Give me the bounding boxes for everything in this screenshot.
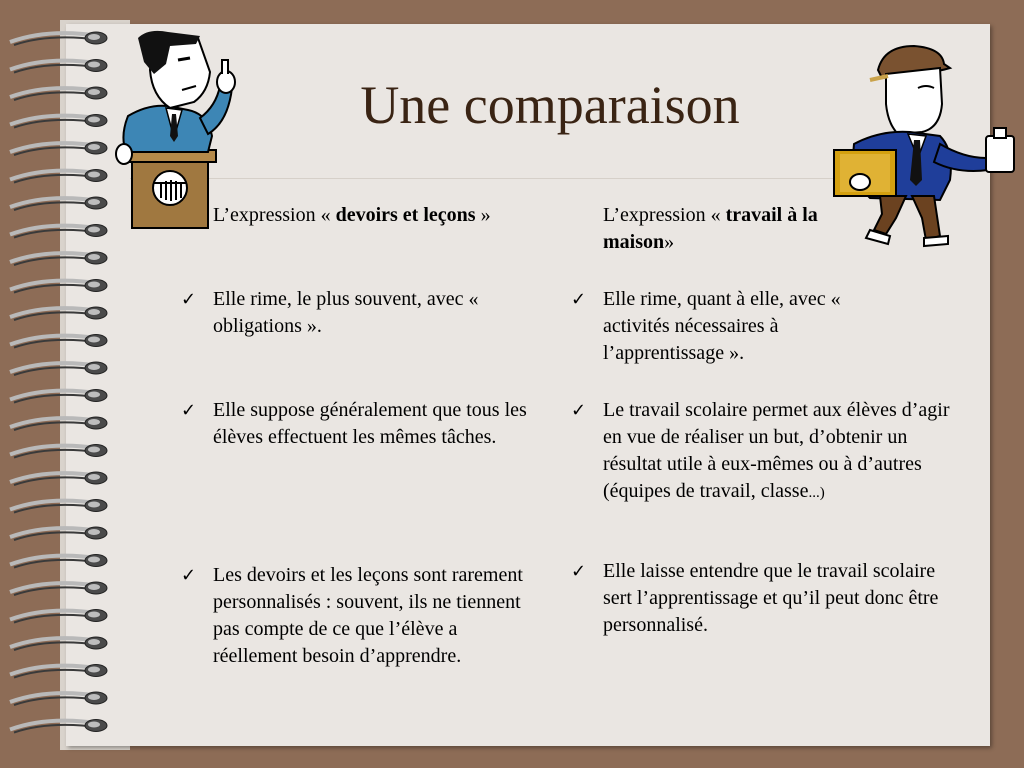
list-item: ✓ Elle rime, le plus souvent, avec « obligations ». [181,288,479,337]
right-heading-term: travail à la maison [603,204,818,253]
page-title: Une comparaison [360,75,740,135]
left-column [181,202,543,667]
checkmark-icon: ✓ [571,400,587,421]
checkmark-icon: ✓ [181,289,197,310]
speaker-at-podium-icon [108,26,243,231]
title-divider [130,178,950,179]
list-item: ✓ Le travail scolaire permet aux élèves d’agir en vue de réaliser un but, d’obtenir un résultat utile à eux-mêmes ou à d’autres (équipes de travail, classe...) [571,399,950,502]
list-item: ✓ Elle laisse entendre que le travail scolaire sert l’apprentissage et qu’il peut donc être personnalisé. [571,560,939,636]
list-item: ✓ Les devoirs et les leçons sont rarement personnalisés : souvent, ils ne tiennent pas compte de ce que l’élève a réellement besoin d’apprendre. [181,564,523,667]
left-column-heading: L’expression « devoirs et leçons » [213,204,491,226]
checkmark-icon: ✓ [571,289,587,310]
right-column-heading: L’expression « travail à la maison» [603,204,818,253]
list-item: ✓ Elle rime, quant à elle, avec « activités nécessaires à l’apprentissage ». [571,288,841,364]
right-column [571,202,963,636]
checkmark-icon: ✓ [181,400,197,421]
checkmark-icon: ✓ [571,561,587,582]
left-heading-term: devoirs et leçons [335,204,476,226]
checkmark-icon: ✓ [181,565,197,586]
list-item: ✓ Elle suppose généralement que tous les élèves effectuent les mêmes tâches. [181,399,527,448]
